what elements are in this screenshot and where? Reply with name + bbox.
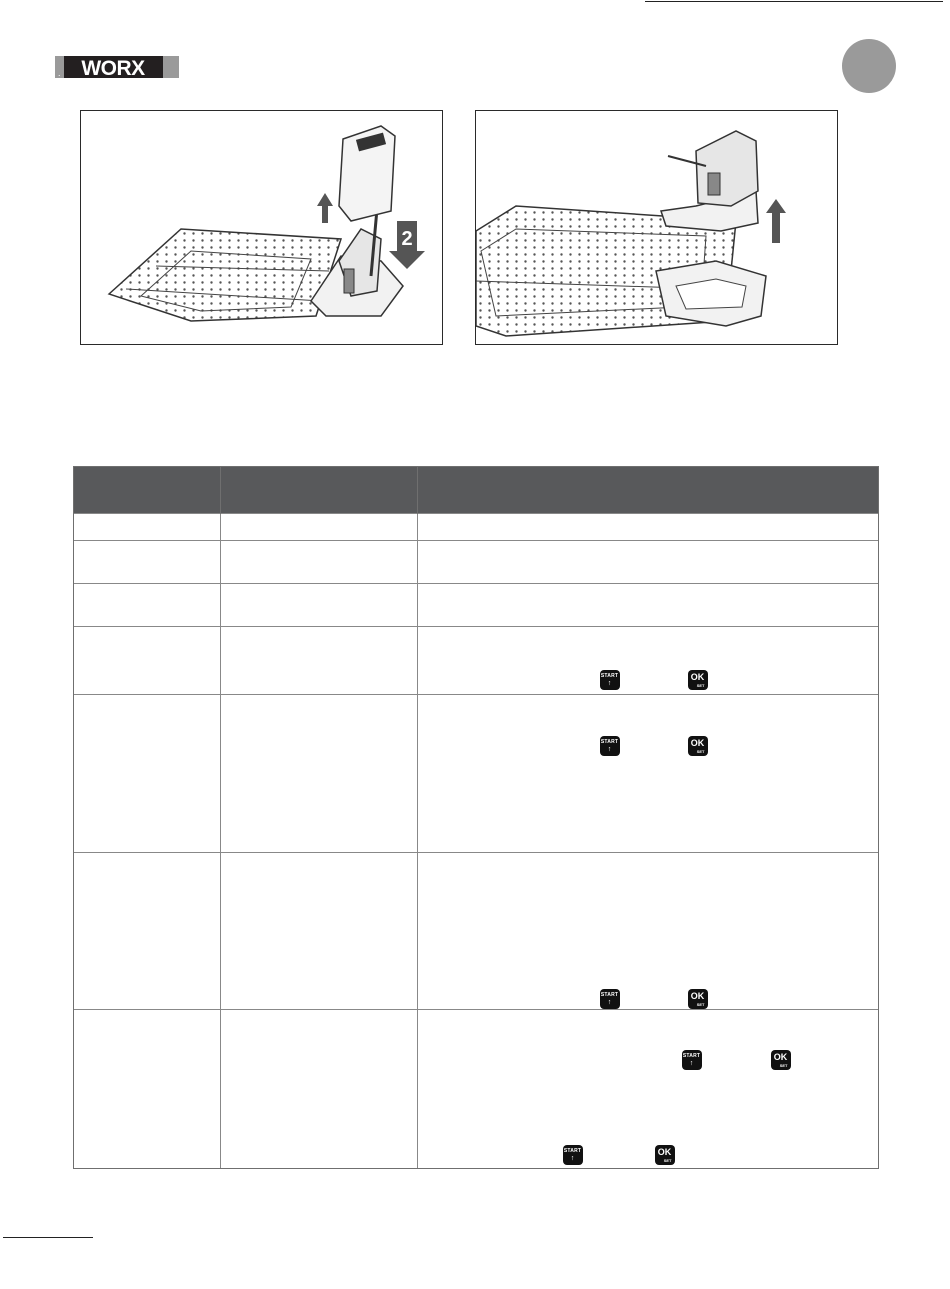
table-cell	[74, 694, 220, 852]
table-cell	[220, 1009, 417, 1168]
table-row	[74, 540, 878, 583]
table-cell	[220, 626, 417, 694]
table-cell	[417, 540, 878, 583]
table-cell	[220, 540, 417, 583]
figure-left-illustration	[81, 111, 443, 345]
figure-remove-cover	[80, 110, 443, 345]
worx-logo	[55, 56, 179, 78]
table-cell	[74, 583, 220, 626]
start-key-icon: START ↑	[600, 670, 620, 690]
ok-key-icon: OK SET	[688, 670, 708, 690]
step-number: 2	[401, 228, 413, 250]
ok-key-icon: OK SET	[771, 1050, 791, 1070]
table-header-cell	[74, 467, 220, 513]
troubleshooting-table	[73, 466, 879, 1169]
ok-key-icon: OK SET	[688, 989, 708, 1009]
crop-mark-bottom	[3, 1237, 93, 1238]
language-badge	[842, 39, 896, 93]
logo-text: WORX	[81, 57, 145, 78]
table-row	[74, 694, 878, 852]
ok-key-icon: OK SET	[688, 736, 708, 756]
table-cell	[220, 583, 417, 626]
table-cell	[74, 540, 220, 583]
table-header-cell	[417, 467, 878, 513]
start-key-icon: START ↑	[563, 1145, 583, 1165]
table-header-cell	[220, 467, 417, 513]
table-row	[74, 513, 878, 540]
table-cell	[74, 513, 220, 540]
table-cell	[417, 694, 878, 852]
table-cell	[417, 626, 878, 694]
table-row	[74, 583, 878, 626]
table-cell	[220, 852, 417, 1009]
table-cell	[74, 852, 220, 1009]
table-cell	[220, 513, 417, 540]
table-cell	[417, 1009, 878, 1168]
ok-key-icon: OK SET	[655, 1145, 675, 1165]
logo-dot: .	[58, 68, 61, 78]
figure-right-illustration	[476, 111, 838, 345]
table-cell	[220, 694, 417, 852]
start-key-icon: START ↑	[600, 736, 620, 756]
table-cell	[417, 852, 878, 1009]
table-row	[74, 852, 878, 1009]
table-row	[74, 626, 878, 694]
start-key-icon: START ↑	[600, 989, 620, 1009]
table-cell	[74, 1009, 220, 1168]
start-key-icon: START ↑	[682, 1050, 702, 1070]
table-header-row	[74, 467, 878, 513]
table-row	[74, 1009, 878, 1168]
figure-lift-station	[475, 110, 838, 345]
table-cell	[417, 583, 878, 626]
table-cell	[74, 626, 220, 694]
table-cell	[417, 513, 878, 540]
crop-mark-top	[645, 1, 943, 2]
